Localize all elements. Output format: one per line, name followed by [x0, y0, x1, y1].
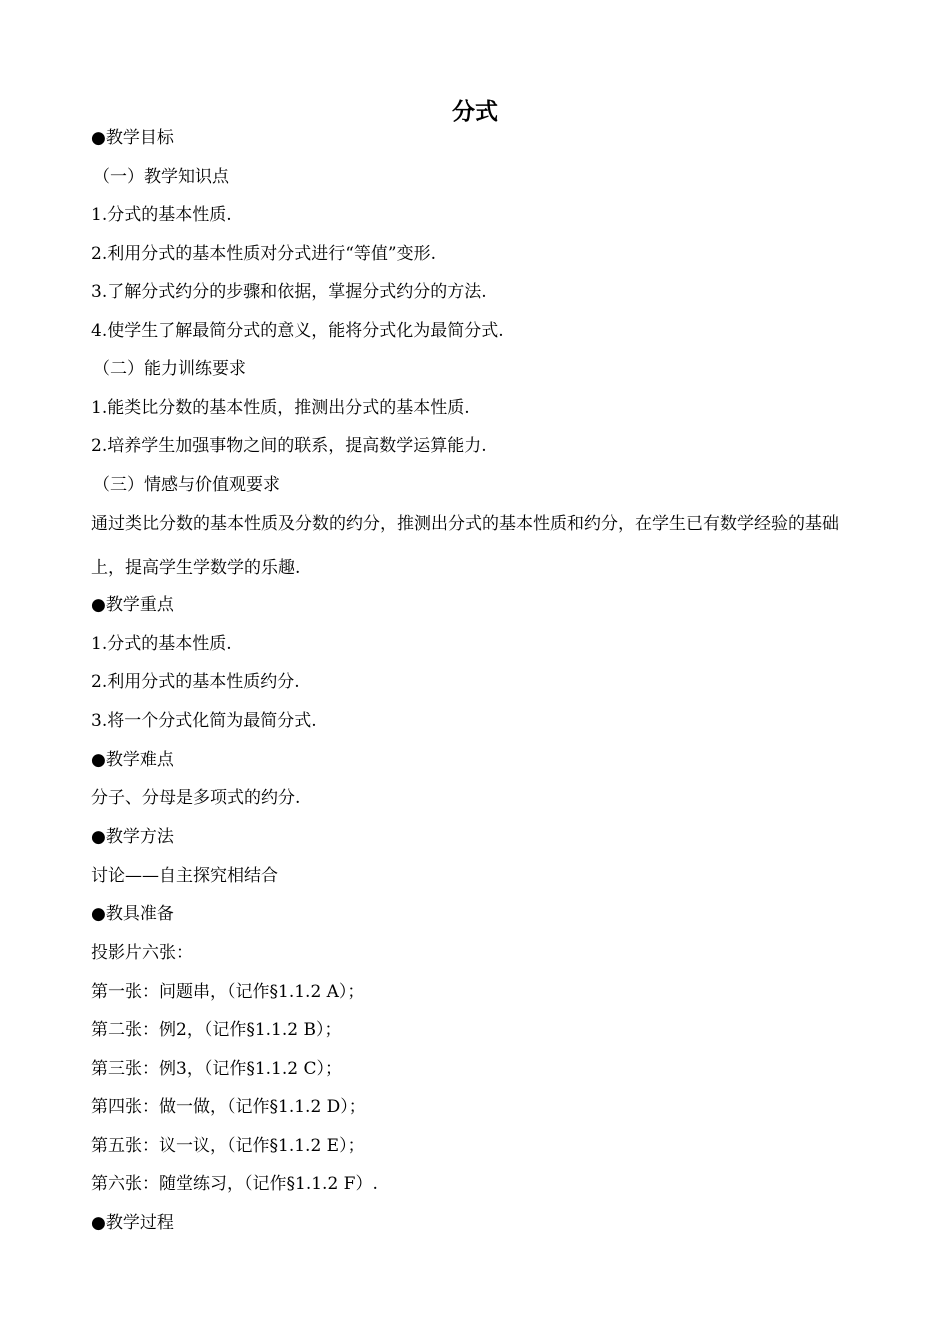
heading-teaching-difficulties: ●教学难点 — [91, 750, 174, 770]
paragraph-emotion-values: 通过类比分数的基本性质及分数的约分，推测出分式的基本性质和约分，在学生已有数学经验的基础上，提高学生学数学的乐趣. — [91, 514, 839, 578]
list-item: 4.使学生了解最简分式的意义，能将分式化为最简分式. — [91, 321, 504, 341]
list-item: 第四张：做一做，（记作§1.1.2 D）； — [91, 1097, 366, 1117]
list-item: 第一张：问题串，（记作§1.1.2 A）； — [91, 982, 365, 1002]
list-item: 2.利用分式的基本性质对分式进行“等值”变形. — [91, 244, 437, 264]
list-item: 1.分式的基本性质. — [91, 634, 232, 654]
heading-teaching-goals: ●教学目标 — [91, 128, 174, 148]
heading-teaching-aids: ●教具准备 — [91, 904, 174, 924]
list-item: 第五张：议一议，（记作§1.1.2 E）； — [91, 1136, 365, 1156]
list-item: 1.分式的基本性质. — [91, 205, 232, 225]
document-title: 分式 — [452, 99, 498, 125]
heading-teaching-process: ●教学过程 — [91, 1213, 174, 1233]
body-text: 讨论——自主探究相结合 — [91, 866, 278, 886]
heading-teaching-method: ●教学方法 — [91, 827, 174, 847]
body-text: 投影片六张： — [91, 943, 193, 963]
list-item: 2.培养学生加强事物之间的联系，提高数学运算能力. — [91, 436, 487, 456]
list-item: 第三张：例3，（记作§1.1.2 C）； — [91, 1059, 342, 1079]
heading-teaching-key-points: ●教学重点 — [91, 595, 174, 615]
list-item: 2.利用分式的基本性质约分. — [91, 672, 300, 692]
subheading-ability-training: （二）能力训练要求 — [93, 359, 246, 379]
subheading-knowledge-points: （一）教学知识点 — [93, 167, 229, 187]
subheading-emotion-values: （三）情感与价值观要求 — [93, 475, 280, 495]
list-item: 1.能类比分数的基本性质，推测出分式的基本性质. — [91, 398, 470, 418]
body-text: 分子、分母是多项式的约分. — [91, 788, 301, 808]
list-item: 第二张：例2，（记作§1.1.2 B）； — [91, 1020, 342, 1040]
list-item: 第六张：随堂练习，（记作§1.1.2 F）. — [91, 1174, 378, 1194]
list-item: 3.了解分式约分的步骤和依据，掌握分式约分的方法. — [91, 282, 487, 302]
list-item: 3.将一个分式化简为最简分式. — [91, 711, 317, 731]
